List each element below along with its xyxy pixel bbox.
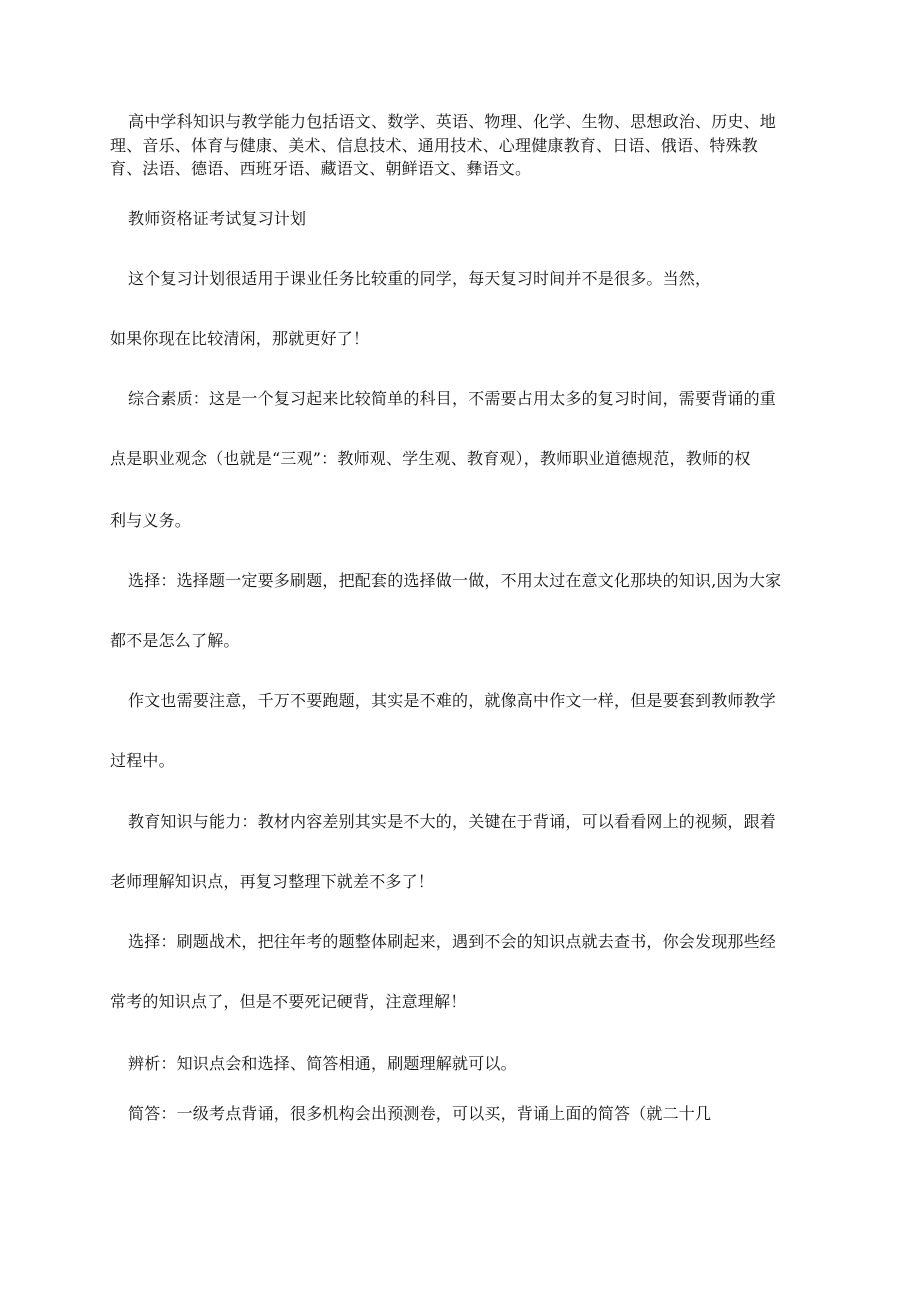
paragraph-essay-line-2: 过程中。 bbox=[110, 751, 175, 770]
paragraph-short-answer: 简答：一级考点背诵，很多机构会出预测卷，可以买，背诵上面的简答（就二十几 bbox=[128, 1104, 712, 1123]
paragraph-intro-line-1: 这个复习计划很适用于课业任务比较重的同学，每天复习时间并不是很多。当然， bbox=[128, 269, 712, 288]
paragraph-comprehensive-line-2: 点是职业观念（也就是“三观”：教师观、学生观、教育观），教师职业道德规范，教师的权 bbox=[110, 449, 751, 468]
paragraph-choice-line-2: 都不是怎么了解。 bbox=[110, 631, 240, 650]
paragraph-choice-line-1: 选择：选择题一定要多刷题，把配套的选择做一做，不用太过在意文化那块的知识,因为大家 bbox=[128, 571, 782, 590]
paragraph-intro-line-2: 如果你现在比较清闲，那就更好了！ bbox=[110, 329, 370, 348]
paragraph-essay-line-1: 作文也需要注意，千万不要跑题，其实是不难的，就像高中作文一样，但是要套到教师教学 bbox=[128, 691, 777, 710]
paragraph-choice2-line-1: 选择：刷题战术，把往年考的题整体刷起来，遇到不会的知识点就去查书，你会发现那些经 bbox=[128, 932, 777, 951]
paragraph-subjects-line-3: 育、法语、德语、西班牙语、藏语文、朝鲜语文、彝语文。 bbox=[110, 159, 532, 178]
paragraph-comprehensive-line-1: 综合素质：这是一个复习起来比较简单的科目，不需要占用太多的复习时间，需要背诵的重 bbox=[128, 389, 777, 408]
paragraph-comprehensive-line-3: 利与义务。 bbox=[110, 511, 192, 530]
paragraph-analysis: 辨析：知识点会和选择、简答相通，刷题理解就可以。 bbox=[128, 1054, 517, 1073]
paragraph-choice2-line-2: 常考的知识点了，但是不要死记硬背，注意理解！ bbox=[110, 992, 467, 1011]
paragraph-subjects-line-2: 理、音乐、体育与健康、美术、信息技术、通用技术、心理健康教育、日语、俄语、特殊教 bbox=[110, 136, 759, 155]
paragraph-education-line-2: 老师理解知识点，再复习整理下就差不多了！ bbox=[110, 872, 435, 891]
paragraph-education-line-1: 教育知识与能力：教材内容差别其实是不大的，关键在于背诵，可以看看网上的视频，跟着 bbox=[128, 812, 777, 831]
paragraph-subjects-line-1: 高中学科知识与教学能力包括语文、数学、英语、物理、化学、生物、思想政治、历史、地 bbox=[128, 112, 777, 131]
section-heading: 教师资格证考试复习计划 bbox=[128, 209, 307, 228]
